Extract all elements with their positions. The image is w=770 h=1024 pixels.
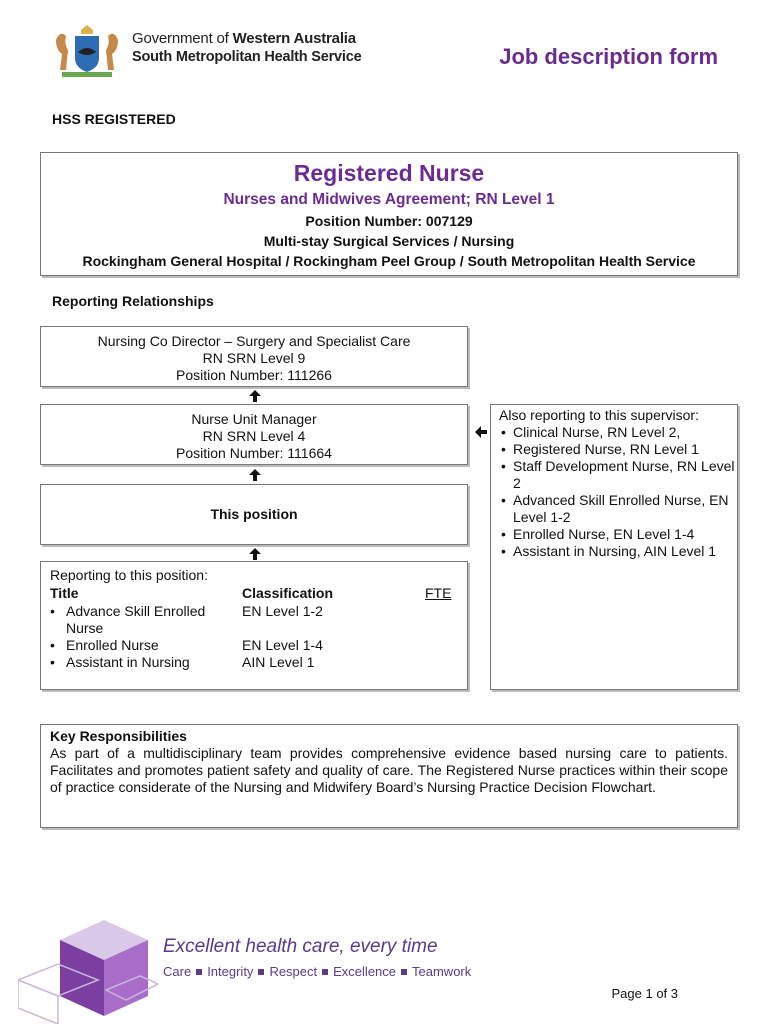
reporting-to-position-box [40, 561, 468, 690]
list-item: • Advance Skill Enrolled Nurse [50, 603, 206, 636]
arrow-up-icon [249, 390, 261, 402]
column-title-header: Title [50, 585, 79, 601]
list-item: • Advanced Skill Enrolled Nurse, EN Level 1-2 [491, 492, 737, 526]
reporting-relationships-heading: Reporting Relationships [52, 293, 214, 309]
square-bullet-icon [322, 969, 328, 975]
list-item: • Enrolled Nurse, EN Level 1-4 [491, 526, 737, 543]
director-position-number: Position Number: 111266 [176, 367, 332, 383]
position-department: Multi-stay Surgical Services / Nursing [263, 233, 515, 249]
column-classification-header: Classification [242, 585, 334, 601]
footer-slogan: Excellent health care, every time [163, 936, 438, 957]
footer-values [163, 964, 471, 979]
health-service-name: South Metropolitan Health Service [132, 49, 362, 65]
square-bullet-icon [258, 969, 264, 975]
this-position-label: This position [210, 506, 298, 522]
value-item: Excellence [333, 964, 397, 979]
reporting-classifications-list [242, 603, 323, 671]
arrow-up-icon [249, 548, 261, 560]
list-item: • Staff Development Nurse, RN Level 2 [491, 458, 737, 492]
arrow-up-icon [249, 469, 261, 481]
position-agreement: Nurses and Midwives Agreement; RN Level 1 [223, 191, 555, 208]
director-level: RN SRN Level 9 [202, 350, 306, 366]
also-reporting-header: Also reporting to this supervisor: [499, 407, 699, 423]
classification-item: EN Level 1-2 [242, 603, 323, 619]
manager-level: RN SRN Level 4 [202, 428, 306, 444]
hss-registered-label: HSS REGISTERED [52, 111, 176, 127]
square-bullet-icon [196, 969, 202, 975]
reporting-titles-list [50, 603, 230, 671]
classification-item: EN Level 1-4 [242, 637, 323, 653]
list-item: • Enrolled Nurse [50, 637, 159, 653]
list-item: • Assistant in Nursing [50, 654, 190, 670]
health-service-cube-logo [18, 920, 158, 1024]
value-item: Integrity [207, 964, 254, 979]
value-item: Respect [269, 964, 318, 979]
position-number: Position Number: 007129 [305, 213, 473, 229]
key-responsibilities-text: As part of a multidisciplinary team provides comprehensive evidence based nursing care to patients. Facilitates and promotes patient safety and quality of care. The Registered Nurse practices within their scope of practice considerate of the Nursing and Midwifery Board’s Nursing Practice Decision Flowchart. [50, 745, 728, 795]
also-reporting-list [491, 424, 737, 560]
also-reporting-box [490, 404, 738, 690]
arrow-left-icon [475, 426, 487, 438]
list-item: • Registered Nurse, RN Level 1 [491, 441, 737, 458]
value-item: Teamwork [412, 964, 472, 979]
manager-box [40, 404, 468, 465]
list-item: • Clinical Nurse, RN Level 2, [491, 424, 737, 441]
reporting-to-label: Reporting to this position: [50, 567, 208, 583]
value-item: Care [163, 964, 192, 979]
position-title: Registered Nurse [293, 160, 485, 186]
square-bullet-icon [401, 969, 407, 975]
manager-position-number: Position Number: 111664 [176, 445, 332, 461]
list-item: • Assistant in Nursing, AIN Level 1 [491, 543, 737, 560]
director-box [40, 326, 468, 387]
position-title-box [40, 152, 738, 276]
manager-title: Nurse Unit Manager [191, 411, 317, 427]
key-responsibilities-heading: Key Responsibilities [50, 728, 187, 744]
position-location: Rockingham General Hospital / Rockingham Peel Group / South Metropolitan Health Service [82, 253, 696, 269]
director-title: Nursing Co Director – Surgery and Specialist Care [97, 333, 411, 349]
classification-item: AIN Level 1 [242, 654, 315, 670]
this-position-box [40, 484, 468, 545]
key-responsibilities-box [40, 724, 738, 828]
page-number: Page 1 of 3 [611, 986, 678, 1001]
form-title: Job description form [499, 44, 718, 69]
column-fte-header: FTE [425, 585, 452, 601]
coat-of-arms-logo [48, 22, 126, 80]
government-title: Government of Western Australia [132, 30, 356, 47]
